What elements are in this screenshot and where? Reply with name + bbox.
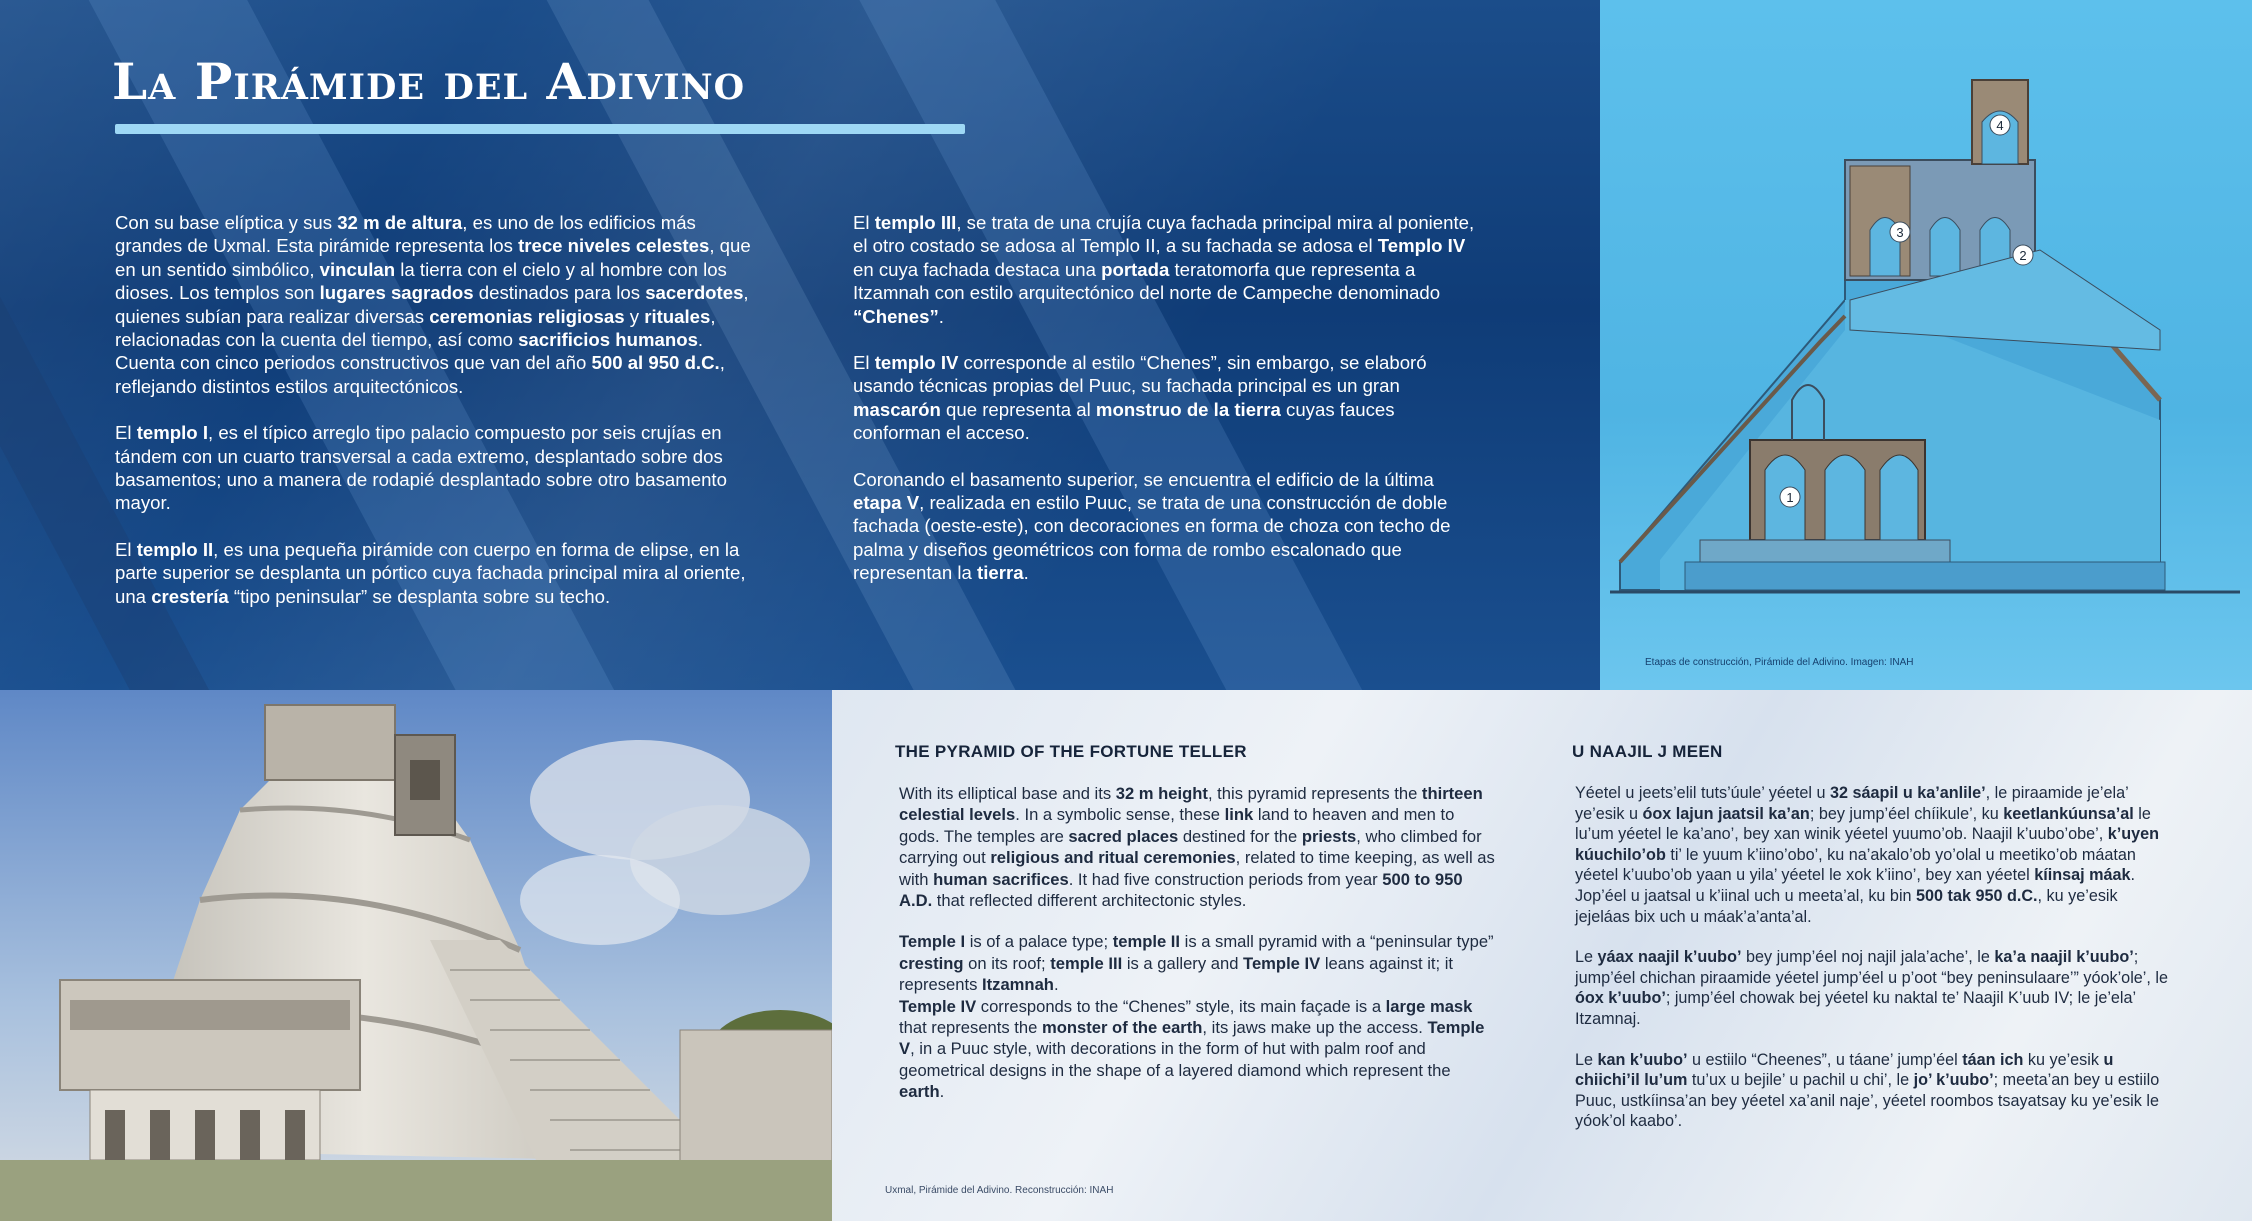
pyramid-render xyxy=(0,690,832,1221)
maya-column xyxy=(1575,783,2175,1152)
spanish-paragraph: El templo II, es una pequeña pirámide con cuerpo en forma de elipse, en la parte superior se desplanta un pórtico cuya fachada principal mira al oriente, una crestería “tipo peninsular” se desplanta sobre su techo. xyxy=(115,538,746,607)
svg-text:1: 1 xyxy=(1786,490,1794,505)
maya-paragraph: Le yáax naajil k’uubo’ bey jump’éel noj najil jala’ache’, le ka’a naajil k’uubo’; jump’éel chichan piraamide yéetel jump’éel u p’oot “bey peninsulaare’” yóok’ole’, le óox k’uubo’; jump’éel chowak bej yéetel ku naktal te’ Naajil K’uub IV; le je’ela’ Itzamnaj. xyxy=(1575,948,2168,1028)
english-heading: THE PYRAMID OF THE FORTUNE TELLER xyxy=(895,742,1247,761)
english-paragraph: With its elliptical base and its 32 m height, this pyramid represents the thirteen celestial levels. In a symbolic sense, these link land to heaven and men to gods. The temples are sacred places destined for the priests, who climbed for carrying out religious and ritual ceremonies, related to time keeping, as well as with human sacrifices. It had five construction periods from year 500 to 950 A.D. that reflected different architectonic styles. xyxy=(899,784,1495,911)
english-paragraph: Temple I is of a palace type; temple II is a small pyramid with a “peninsular type” cresting on its roof; temple III is a gallery and Temple IV leans against it; it represents Itzamnah. Temple IV corresponds to the “Chenes” style, its main façade is a large mask that represents the monster of the earth, its jaws make up the access. Temple V, in a Puuc style, with decorations in the form of hut with palm roof and geometrical designs in the shape of a layered diamond which represent the earth. xyxy=(899,932,1494,1102)
spanish-paragraph: Con su base elíptica y sus 32 m de altura, es uno de los edificios más grandes de Uxmal. Esta pirámide representa los trece niveles celestes, que en un sentido simbólico, vinculan la tierra con el cielo y al hombre con los dioses. Los templos son lugares sagrados destinados para los sacerdotes, quienes subían para realizar diversas ceremonias religiosas y rituales, relacionadas con la cuenta del tiempo, así como sacrificios humanos. Cuenta con cinco periodos constructivos que van del año 500 al 950 d.C., reflejando distintos estilos arquitectónicos. xyxy=(115,212,751,397)
pyramid-reconstruction-image xyxy=(0,690,832,1221)
svg-text:2: 2 xyxy=(2019,248,2027,263)
spanish-paragraph: Coronando el basamento superior, se encuentra el edificio de la última etapa V, realizada en estilo Puuc, se trata de una construcción de doble fachada (oeste-este), con decoraciones en forma de choza con techo de palma y diseños geométricos con forma de rombo escalonado que representan la tierra. xyxy=(853,468,1451,584)
spanish-column-1 xyxy=(115,211,755,631)
page-title: La Pirámide del Adivino xyxy=(112,52,746,111)
stage-marker-4 xyxy=(1990,115,2010,135)
translation-panel xyxy=(832,690,2252,1221)
pyramid-section-drawing xyxy=(1600,0,2252,690)
spanish-paragraph: El templo IV corresponde al estilo “Chenes”, sin embargo, se elaboró usando técnicas propias del Puuc, su fachada principal es un gran mascarón que representa al monstruo de la tierra cuyas fauces conforman el acceso. xyxy=(853,352,1427,444)
spanish-paragraph: El templo I, es el típico arreglo tipo palacio compuesto por seis crujías en tándem con un cuarto transversal a cada extremo, desplantado sobre dos basamentos; uno a manera de rodapié desplantado sobre otro basamento mayor. xyxy=(115,422,727,514)
stage-marker-2 xyxy=(2013,245,2033,265)
svg-text:4: 4 xyxy=(1996,118,2004,133)
spanish-column-2 xyxy=(853,211,1483,608)
stage-marker-1 xyxy=(1780,487,1800,507)
figure-caption: Etapas de construcción, Pirámide del Adivino. Imagen: INAH xyxy=(1645,657,1914,668)
title-underline xyxy=(115,124,965,134)
maya-paragraph: Yéetel u jeets’elil tuts’úule’ yéetel u 32 sáapil u ka’anlile’, le piraamide je’ela’ ye’esik u óox lajun jaatsil ka’an; bey jump’éel chíikule’, ku keetlankúunsa’al le lu’um yéetel le ka’ano’, bey xan winik yéetel yuumo’ob. Naajil k’uubo’obe’, k’uyen kúuchilo’ob ti’ le yuum k’iino’obo’, ku na’akalo’ob yo’olal u meetiko’ob máatan yéetel k’uubo’ob yaan u yila’ yéetel le xok k’iino’, bey xan yéetel kíinsaj máak. Jop’éel u jaatsal u k’iinal uch u meeta’al, ku bin 500 tak 950 d.C., ku ye’esik jejeláas bix uch u máak’a’anta’al. xyxy=(1575,784,2159,926)
spanish-panel xyxy=(0,0,1600,690)
english-column xyxy=(899,783,1499,1123)
maya-heading: U NAAJIL J MEEN xyxy=(1572,742,1723,761)
maya-paragraph: Le kan k’uubo’ u estiilo “Cheenes”, u táane’ jump’éel táan ich ku ye’esik u chiichi’il lu’um tu’ux u bejile’ u pachil u chi’, le jo’ k’uubo’; meeta’an bey u estiilo Puuc, ustkíinsa’an bey yéetel xa’anil naje’, yéetel roombos tsayatsay ku ye’esik le yóok’ol kaabo’. xyxy=(1575,1050,2160,1131)
construction-stages-figure xyxy=(1600,0,2252,690)
svg-text:3: 3 xyxy=(1896,225,1904,240)
spanish-paragraph: El templo III, se trata de una crujía cuya fachada principal mira al poniente, el otro costado se adosa al Templo II, a su fachada se adosa el Templo IV en cuya fachada destaca una portada teratomorfa que representa a Itzamnah con estilo arquitectónico del norte de Campeche denominado “Chenes”. xyxy=(853,212,1475,327)
stage-marker-3 xyxy=(1890,222,1910,242)
photo-caption: Uxmal, Pirámide del Adivino. Reconstrucción: INAH xyxy=(885,1185,1114,1196)
